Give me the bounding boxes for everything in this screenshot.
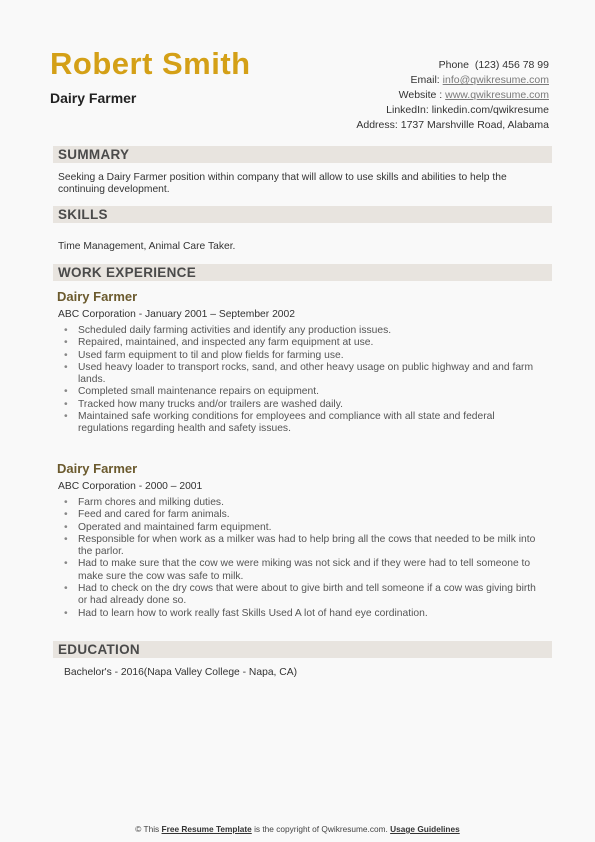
list-item: • Completed small maintenance repairs on equipment.	[64, 386, 319, 398]
bullet-icon: •	[64, 398, 68, 410]
list-item: • Had to check on the dry cows that were about to give birth and tell someone if a cow was giving birth or had already done so.	[64, 583, 536, 607]
contact-block	[356, 58, 549, 133]
contact-address-row	[356, 118, 549, 133]
list-item: • Scheduled daily farming activities and identify any production issues.	[64, 325, 392, 336]
bullet-icon: •	[64, 583, 68, 595]
education-section-header	[53, 641, 552, 658]
job-1-company: ABC Corporation - January 2001 – September 2002	[58, 309, 295, 320]
footer-prefix: © This	[135, 824, 160, 834]
list-item: • Farm chores and milking duties.	[64, 497, 224, 508]
address-value: 1737 Marshville Road, Alabama	[400, 119, 549, 131]
bullet-icon: •	[64, 533, 68, 545]
contact-website-row	[356, 88, 549, 103]
candidate-title: Dairy Farmer	[50, 90, 137, 106]
job-2-title: Dairy Farmer	[57, 461, 138, 476]
education-text: Bachelor's - 2016(Napa Valley College - Napa, CA)	[64, 667, 297, 678]
job-1-bullets	[64, 325, 544, 436]
bullet-icon: •	[64, 411, 68, 423]
list-item: • Feed and cared for farm animals.	[64, 509, 230, 521]
summary-section-header	[53, 146, 552, 163]
summary-text: Seeking a Dairy Farmer position within company that will allow to use skills and abilities to help the continuing development.	[58, 172, 507, 195]
experience-heading: WORK EXPERIENCE	[58, 265, 197, 280]
website-link[interactable]: www.qwikresume.com	[445, 89, 549, 101]
list-item: • Used farm equipment to til and plow fields for farming use.	[64, 349, 344, 361]
list-item: • Responsible for when work as a milker was had to help bring all the cows that needed to be milk into the parlor.	[64, 533, 536, 558]
experience-section-header	[53, 264, 552, 281]
bullet-icon: •	[64, 558, 68, 570]
bullet-icon: •	[64, 349, 68, 361]
linkedin-label: LinkedIn:	[386, 104, 429, 116]
email-label: Email:	[410, 74, 440, 86]
job-1-title: Dairy Farmer	[57, 289, 138, 304]
skills-text: Time Management, Animal Care Taker.	[58, 241, 236, 252]
skills-section-header	[53, 206, 552, 223]
candidate-name: Robert Smith	[50, 46, 251, 81]
bullet-icon: •	[64, 325, 68, 336]
job-2-company: ABC Corporation - 2000 – 2001	[58, 481, 203, 492]
contact-phone-row	[356, 58, 549, 73]
bullet-icon: •	[64, 497, 68, 508]
footer-middle: is the copyright of Qwikresume.com.	[254, 824, 388, 834]
phone-value: (123) 456 78 99	[474, 59, 549, 71]
summary-heading: SUMMARY	[58, 147, 130, 162]
list-item: • Repaired, maintained, and inspected any farm equipment at use.	[64, 337, 374, 349]
address-label: Address:	[356, 119, 398, 131]
list-item: • Tracked how many trucks and/or trailers are washed daily.	[64, 398, 343, 410]
skills-heading: SKILLS	[58, 207, 108, 222]
linkedin-value: linkedin.com/qwikresume	[431, 104, 549, 116]
email-link[interactable]: info@qwikresume.com	[442, 74, 549, 86]
bullet-icon: •	[64, 509, 68, 521]
free-resume-template-link[interactable]: Free Resume Template	[161, 824, 252, 834]
phone-label: Phone	[438, 59, 469, 71]
bullet-icon: •	[64, 361, 68, 373]
list-item: • Used heavy loader to transport rocks, sand, and other heavy usage on public highway and and farm lands.	[64, 361, 534, 386]
contact-linkedin-row	[356, 103, 549, 118]
job-2-bullets	[64, 497, 544, 620]
bullet-icon: •	[64, 337, 68, 349]
bullet-icon: •	[64, 607, 68, 619]
list-item: • Maintained safe working conditions for employees and compliance with all state and federal regulations regarding health and safety issues.	[64, 411, 495, 435]
bullet-icon: •	[64, 386, 68, 398]
list-item: • Had to make sure that the cow we were miking was not sick and if they were had to tell someone to make sure the cow was safe to milk.	[64, 558, 531, 582]
list-item: • Operated and maintained farm equipment.	[64, 521, 272, 533]
bullet-icon: •	[64, 521, 68, 533]
footer	[0, 824, 595, 834]
education-heading: EDUCATION	[58, 642, 140, 657]
list-item: • Had to learn how to work really fast Skills Used A lot of hand eye cordination.	[64, 607, 428, 619]
contact-email-row	[356, 73, 549, 88]
usage-guidelines-link[interactable]: Usage Guidelines	[390, 824, 460, 834]
website-label: Website :	[398, 89, 443, 101]
